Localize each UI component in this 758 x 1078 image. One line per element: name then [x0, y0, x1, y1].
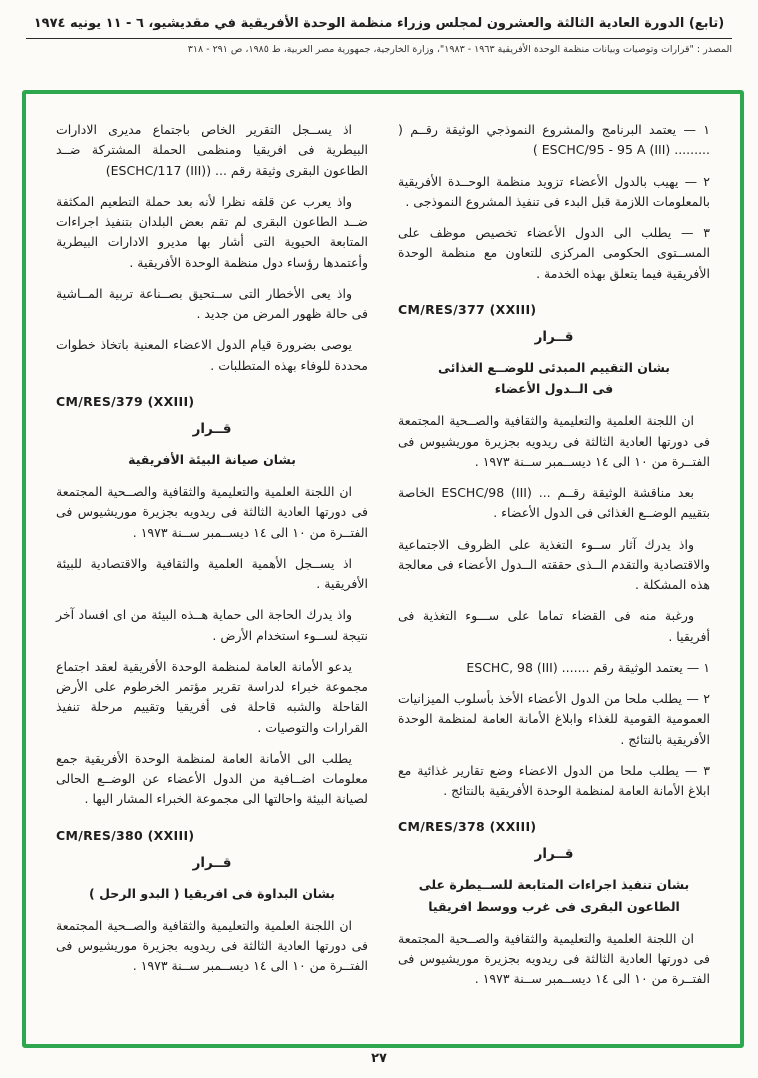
resolution-title: قــرار	[192, 420, 232, 437]
source-line: المصدر : "قرارات وتوصيات وبيانات منظمة الوحدة الأفريقية ١٩٦٣ - ١٩٨٣"، وزارة الخارجية، جمهورية مصر العربية، ط ١٩٨٥، ص ٢٩١ - ٣١٨	[187, 44, 732, 55]
paragraph: يدعو الأمانة العامة لمنظمة الوحدة الأفريقية لعقد اجتماع مجموعة خبراء لدراسة تقرير مؤتمر الخرطوم على الأرض القاحلة والشبه قاحلة فى أفريقيا وتقييم مرحلة تنفيذ القرارات والتوصيات .	[56, 658, 368, 735]
paragraph: اذ يســجل التقرير الخاص باجتماع مديرى الادارات البيطرية فى افريقيا ومنظمى الحملة المشتركة ضــد الطاعون البقرى وثيقة رقم ... (ESCHC/117 (III))	[56, 122, 368, 178]
resolution-code: CM/RES/379 (XXIII)	[56, 393, 195, 409]
resolution-subject: بشان التقييم المبدئى للوضــع الغذائى فى الــدول الأعضاء	[438, 359, 670, 396]
resolution-title: قــرار	[534, 328, 574, 345]
paragraph: واذ يدرك الحاجة الى حماية هــذه البيئة من اى افساد آخر نتيجة لســوء استخدام الأرض .	[56, 607, 368, 643]
resolution-subject: بشان البداوة فى افريقيا ( البدو الرحل )	[89, 885, 335, 901]
paragraph: ان اللجنة العلمية والتعليمية والثقافية والصــحية المجتمعة فى دورتها العادية الثالثة فى ريدويه بجزيرة موريشيوس فى الفتــرة من ١٠ الى ١٤ ديســمبر ســنة ١٩٧٣ .	[56, 484, 368, 540]
paragraph: ٣ — يطلب الى الدول الأعضاء تخصيص موظف على المســتوى الحكومى المركزى للتعاون مع منظمة الوحدة الأفريقية فيما يتعلق بهذه الخدمة .	[398, 225, 710, 281]
page-number: ٢٧	[371, 1051, 387, 1066]
text-columns	[26, 94, 740, 1044]
paragraph: ان اللجنة العلمية والتعليمية والثقافية والصــحية المجتمعة فى دورتها العادية الثالثة فى ريدويه بجزيرة موريشيوس فى الفتــرة من ١٠ الى ١٤ ديســمبر ســنة ١٩٧٣ .	[398, 930, 710, 987]
page-header	[24, 16, 734, 55]
paragraph: ورغبة منه فى القضاء تماما على ســـوء التغذية فى أفريقيا .	[398, 608, 710, 644]
resolution-code: CM/RES/377 (XXIII)	[398, 301, 537, 317]
paragraph: ان اللجنة العلمية والتعليمية والثقافية والصــحية المجتمعة فى دورتها العادية الثالثة فى ريدويه بجزيرة موريشيوس فى الفتــرة من ١٠ الى ١٤ ديســمبر ســنة ١٩٧٣ .	[56, 917, 368, 974]
green-frame	[22, 90, 744, 1048]
paragraph: ١ — يعتمد البرنامج والمشروع النموذجي الوثيقة رقــم ( ......... ESCHC/95 - 95 A (III) )	[398, 122, 710, 158]
paragraph: اذ يســجل الأهمية العلمية والثقافية والاقتصادية للبيئة الأفريقية .	[56, 555, 368, 591]
resolution-subject: بشان صيانة البيئة الأفريقية	[128, 451, 296, 467]
paragraph: ٣ — يطلب ملحا من الدول الاعضاء وضع تقارير غذائية مع ابلاغ الأمانة العامة لمنظمة الوحدة الأفريقية بالنتائج .	[398, 762, 710, 798]
column-right	[398, 120, 710, 1026]
resolution-title: قــرار	[534, 846, 574, 863]
resolution-subject: بشان تنفيذ اجراءات المتابعة للســيطرة على الطاعون البقرى فى غرب ووسط افريقيا	[418, 877, 690, 914]
header-title: (تابع) الدورة العادية الثالثة والعشرون لمجلس وزراء منظمة الوحدة الأفريقية في مقديشيو، ٦ - ١١ يونيه ١٩٧٤	[33, 16, 725, 31]
paragraph: يوصى بضرورة قيام الدول الاعضاء المعنية باتخاذ خطوات محددة للوفاء بهذه المتطلبات .	[56, 337, 368, 373]
paragraph: واذ يدرك آثار ســوء التغذية على الظروف الاجتماعية والاقتصادية والتقدم الــذى حققته الــدول الأعضاء فى معالجة هذه المشكلة .	[398, 536, 710, 592]
paragraph: بعد مناقشة الوثيقة رقــم ... ESCHC/98 (III) الخاصة بتقييم الوضــع الغذائى فى الدول الأعضاء .	[398, 485, 710, 521]
paragraph: واذ يعرب عن قلقه نظرا لأنه بعد حملة التطعيم المكثفة ضــد الطاعون البقرى لم تقم بعض البلدان بتنفيذ اجراءات المتابعة الحيوية التى أشار بها مديرو الادارات البيطرية وأعتمدها رؤساء دول منظمة الوحدة الأفريقية .	[56, 193, 368, 270]
paragraph: واذ يعى الأخطار التى ســتحيق بصــناعة تربية المــاشية فى حالة ظهور المرض من جديد .	[56, 285, 368, 321]
resolution-title: قــرار	[192, 854, 232, 871]
resolution-code: CM/RES/378 (XXIII)	[398, 819, 537, 835]
header-divider	[26, 38, 732, 39]
paragraph: ان اللجنة العلمية والتعليمية والثقافية والصــحية المجتمعة فى دورتها العادية الثالثة فى ريدويه بجزيرة موريشيوس فى الفتــرة من ١٠ الى ١٤ ديســمبر ســنة ١٩٧٣ .	[398, 413, 710, 469]
resolution-code: CM/RES/380 (XXIII)	[56, 827, 195, 843]
paragraph: يطلب الى الأمانة العامة لمنظمة الوحدة الأفريقية جمع معلومات اضــافية من الدول الأعضاء عن الوضــع الحالى لصيانة البيئة واحالتها الى مجموعة الخبراء المشار اليها .	[56, 750, 368, 807]
paragraph: ٢ — يطلب ملحا من الدول الأعضاء الأخذ بأسلوب الميزانيات العمومية القومية للغذاء وابلاغ الأمانة العامة لمنظمة الوحدة الأفريقية بالنتائج .	[398, 691, 710, 747]
paragraph: ٢ — يهيب بالدول الأعضاء تزويد منظمة الوحــدة الأفريقية بالمعلومات اللازمة قبل البدء فى تنفيذ المشروع النموذجى .	[398, 173, 710, 209]
paragraph: ١ — يعتمد الوثيقة رقم ....... ESCHC, 98 (III)	[466, 659, 710, 675]
column-left	[56, 120, 368, 1026]
